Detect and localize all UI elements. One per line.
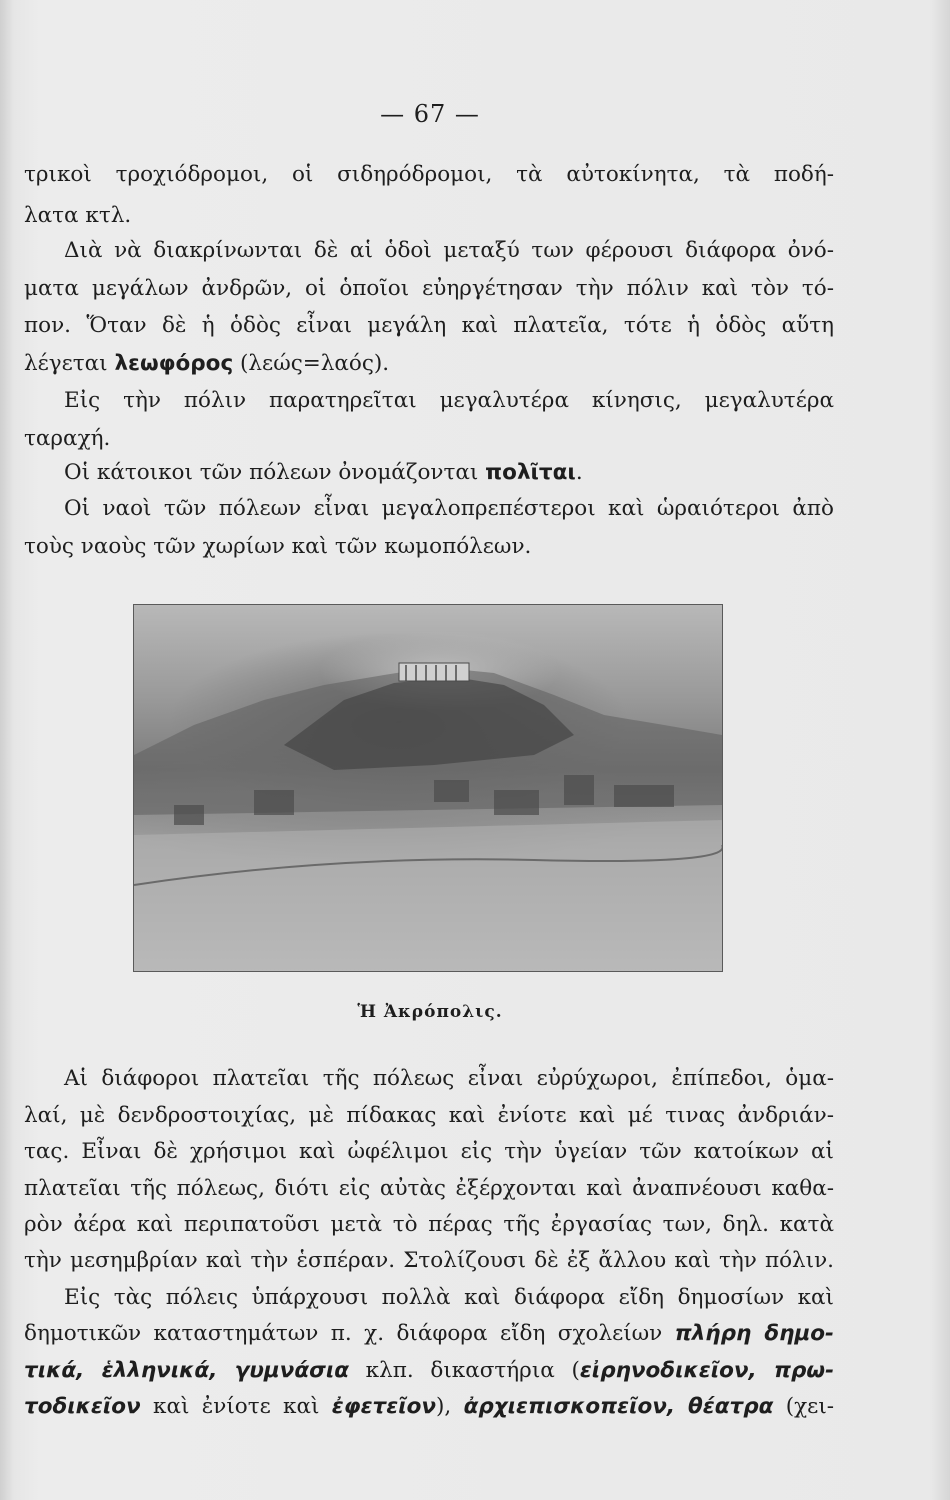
text-span: (λεώς=λαός). (233, 351, 390, 376)
emphasis-text: εἰρηνοδικεῖον, πρω- (579, 1358, 834, 1383)
text-span: δημοτικῶν καταστημάτων π. χ. διάφορα εἴδη σχολείων (24, 1321, 675, 1346)
text-span: καὶ ἐνίοτε καὶ (140, 1394, 332, 1419)
text-line: λατα κτλ. (24, 203, 132, 228)
emphasis-text: τικά, ἑλληνικά, γυμνάσια (24, 1358, 349, 1383)
text-line: λαί, μὲ δενδροστοιχίας, μὲ πίδακας καὶ ἐνίοτε καὶ μέ τινας ἀνδριάν- (24, 1103, 834, 1128)
text-span: Οἱ κάτοικοι τῶν πόλεων ὀνομάζονται (64, 460, 486, 485)
text-line (24, 1319, 834, 1349)
emphasis-text: ἀρχιεπισκοπεῖον, θέατρα (463, 1394, 774, 1419)
text-span: ), (436, 1394, 464, 1419)
emphasis-text: τοδικεῖον (24, 1394, 141, 1419)
text-line: ρὸν ἀέρα καὶ περιπατοῦσι μετὰ τὸ πέρας τῆς ἐργασίας των, δηλ. κατὰ (24, 1212, 834, 1237)
page-number: — 67 — (380, 100, 480, 128)
acropolis-photo (133, 604, 723, 972)
text-span: . (575, 460, 583, 485)
text-line: τας. Εἶναι δὲ χρήσιμοι καὶ ὠφέλιμοι εἰς τὴν ὑγείαν τῶν κατοίκων αἱ (24, 1139, 834, 1164)
text-span: κλπ. δικαστήρια ( (349, 1358, 580, 1383)
text-line (24, 1392, 834, 1422)
text-line: Αἱ διάφοροι πλατεῖαι τῆς πόλεως εἶναι εὐρύχωροι, ἐπίπεδοι, ὁμα- (64, 1066, 834, 1091)
text-line: ταραχή. (24, 426, 111, 451)
text-line: Εἰς τὰς πόλεις ὑπάρχουσι πολλὰ καὶ διάφορα εἴδη δημοσίων καὶ (64, 1285, 834, 1310)
text-line: ματα μεγάλων ἀνδρῶν, οἱ ὁποῖοι εὐηργέτησαν τὴν πόλιν καὶ τὸν τό- (24, 276, 834, 301)
text-line: Διὰ νὰ διακρίνωνται δὲ αἱ ὁδοὶ μεταξύ των φέρουσι διάφορα ὀνό- (64, 238, 834, 263)
emphasis-text: ἐφετεῖον (331, 1394, 437, 1419)
text-line: πλατεῖαι τῆς πόλεως, διότι εἰς αὐτὰς ἐξέρχονται καὶ ἀναπνέουσι καθα- (24, 1176, 834, 1201)
text-line: πον. Ὅταν δὲ ἡ ὁδὸς εἶναι μεγάλη καὶ πλατεῖα, τότε ἡ ὁδὸς αὕτη (24, 313, 834, 338)
text-line (64, 458, 834, 488)
text-line: Οἱ ναοὶ τῶν πόλεων εἶναι μεγαλοπρεπέστεροι καὶ ὡραιότεροι ἀπὸ (64, 496, 834, 521)
text-line: τοὺς ναοὺς τῶν χωρίων καὶ τῶν κωμοπόλεων. (24, 534, 532, 559)
text-line: Εἰς τὴν πόλιν παρατηρεῖται μεγαλυτέρα κίνησις, μεγαλυτέρα (64, 388, 834, 413)
term-politai: πολῖται (485, 460, 576, 485)
text-line: τὴν μεσημβρίαν καὶ τὴν ἑσπέραν. Στολίζουσι δὲ ἐξ ἄλλου καὶ τὴν πόλιν. (24, 1248, 834, 1273)
text-line (24, 349, 834, 379)
text-line (24, 1356, 834, 1386)
term-leoforos: λεωφόρος (114, 351, 234, 376)
text-span: (χει- (773, 1394, 835, 1419)
figure-caption: Ἡ Ἀκρόπολις. (357, 1002, 503, 1022)
text-line: τρικοὶ τροχιόδρομοι, οἱ σιδηρόδρομοι, τὰ αὐτοκίνητα, τὰ ποδή- (24, 162, 834, 187)
acropolis-illustration (134, 605, 722, 971)
text-span: λέγεται (24, 351, 115, 376)
emphasis-text: πλήρη δημο- (674, 1321, 834, 1346)
